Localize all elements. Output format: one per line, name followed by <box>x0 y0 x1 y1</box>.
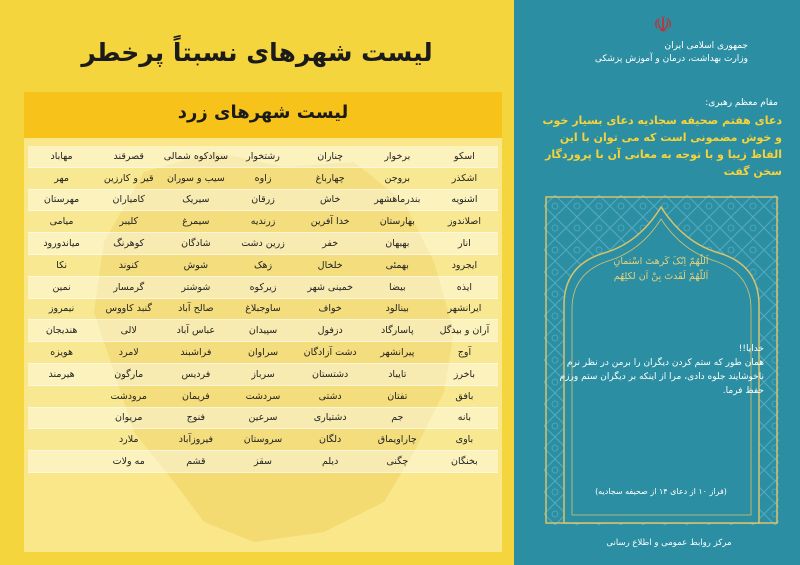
city-cell: فردیس <box>162 363 229 385</box>
city-cell: اسکو <box>431 146 498 167</box>
city-cell: دشت آزادگان <box>297 342 364 364</box>
city-cell: جم <box>364 407 431 429</box>
city-cell: قیر و کارزین <box>95 167 162 189</box>
city-cell: شادگان <box>162 233 229 255</box>
city-cell: هندیجان <box>28 320 95 342</box>
city-cell: مرودشت <box>95 385 162 407</box>
city-cell: خمینی شهر <box>297 276 364 298</box>
city-cell: زهک <box>229 254 296 276</box>
table-row <box>28 146 498 167</box>
city-cell: برخوار <box>364 146 431 167</box>
city-cell: سردشت <box>229 385 296 407</box>
page-title: لیست شهرهای نسبتاً پرخطر <box>81 38 433 67</box>
city-cell: فیروزآباد <box>162 429 229 451</box>
city-cell: نمین <box>28 276 95 298</box>
table-row <box>28 298 498 320</box>
prayer-source: (فراز ۱۰ از دعای ۱۴ از صحیفه سجادیه) <box>595 487 727 496</box>
arabic-prayer <box>566 254 756 284</box>
leader-quote: دعای هفتم صحیفه سجادیه دعای بسیار خوب و خوش مضمونی است که می توان با این الفاظ زیبا و با توجه به معانی آن با پروردگار سخن گفت <box>542 114 782 178</box>
city-cell: دزفول <box>297 320 364 342</box>
prayer-text: همان طور که ستم کردن دیگران را برمن در نظر نرم ناخوشایند جلوه دادی، مرا از اینکه بر دیگران ستم ورزم حفظ فرما. <box>559 358 764 396</box>
city-cell: هیرمند <box>28 363 95 385</box>
city-cell: آوج <box>431 342 498 364</box>
city-cell: سپیدان <box>229 320 296 342</box>
city-table <box>28 146 498 473</box>
city-cell: گنبد کاووس <box>95 298 162 320</box>
city-cell: تایباد <box>364 363 431 385</box>
city-cell: پیرانشهر <box>364 342 431 364</box>
city-cell: مه ولات <box>95 451 162 473</box>
city-cell: بخنگان <box>431 451 498 473</box>
city-cell: رشتخوار <box>229 146 296 167</box>
city-cell: اشنویه <box>431 189 498 211</box>
gov-line-2: وزارت بهداشت، درمان و آموزش پزشکی <box>594 54 748 64</box>
city-cell: دلگان <box>297 429 364 451</box>
city-cell: انار <box>431 233 498 255</box>
city-cell: سقز <box>229 451 296 473</box>
city-cell: بهبهان <box>364 233 431 255</box>
city-cell: باخرز <box>431 363 498 385</box>
city-cell: چگنی <box>364 451 431 473</box>
city-cell: شوش <box>162 254 229 276</box>
city-cell: زاوه <box>229 167 296 189</box>
city-cell: اشکذر <box>431 167 498 189</box>
city-cell: میامی <box>28 211 95 233</box>
city-cell: کنوند <box>95 254 162 276</box>
city-cell: چناران <box>297 146 364 167</box>
table-row <box>28 211 498 233</box>
leader-label: مقام معظم رهبری: <box>705 98 778 108</box>
persian-prayer <box>558 342 764 398</box>
city-cell: خلخال <box>297 254 364 276</box>
city-cell: بهارستان <box>364 211 431 233</box>
city-cell: ایرانشهر <box>431 298 498 320</box>
city-cell: خواف <box>297 298 364 320</box>
city-cell: اصلاندوز <box>431 211 498 233</box>
table-row <box>28 276 498 298</box>
table-row <box>28 320 498 342</box>
table-row <box>28 342 498 364</box>
city-cell <box>28 407 95 429</box>
city-cell: لالی <box>95 320 162 342</box>
city-cell: دیلم <box>297 451 364 473</box>
city-cell: صالح آباد <box>162 298 229 320</box>
table-row <box>28 451 498 473</box>
city-cell: ملارد <box>95 429 162 451</box>
city-cell: سیب و سوران <box>162 167 229 189</box>
table-row <box>28 233 498 255</box>
city-cell: کلیبر <box>95 211 162 233</box>
city-cell: مارگون <box>95 363 162 385</box>
city-cell: خفر <box>297 233 364 255</box>
city-cell: دشتیاری <box>297 407 364 429</box>
city-cell: بندرماهشهر <box>364 189 431 211</box>
city-cell: هویزه <box>28 342 95 364</box>
city-cell: مریوان <box>95 407 162 429</box>
city-cell <box>28 385 95 407</box>
city-cell: عباس آباد <box>162 320 229 342</box>
table-row <box>28 363 498 385</box>
city-list-board <box>24 92 502 552</box>
city-cell: سیریک <box>162 189 229 211</box>
city-cell: مهاباد <box>28 146 95 167</box>
city-cell: سراوان <box>229 342 296 364</box>
city-cell: ایجرود <box>431 254 498 276</box>
city-cell: مهرستان <box>28 189 95 211</box>
city-cell: بینالود <box>364 298 431 320</box>
table-row <box>28 407 498 429</box>
table-row <box>28 254 498 276</box>
city-cell: خاش <box>297 189 364 211</box>
board-title: لیست شهرهای زرد <box>177 102 349 123</box>
city-cell: شوشتر <box>162 276 229 298</box>
city-cell: نکا <box>28 254 95 276</box>
ministry-prayer-panel <box>514 0 800 565</box>
table-row <box>28 167 498 189</box>
city-cell: بانه <box>431 407 498 429</box>
city-cell: بافق <box>431 385 498 407</box>
city-cell: زیرکوه <box>229 276 296 298</box>
city-cell: ایذه <box>431 276 498 298</box>
city-cell: زرین دشت <box>229 233 296 255</box>
city-cell: قصرقند <box>95 146 162 167</box>
prayer-title: خدایا!! <box>738 344 764 354</box>
gov-line-1: جمهوری اسلامی ایران <box>664 41 748 51</box>
city-cell: سرباز <box>229 363 296 385</box>
city-cell: سیمرغ <box>162 211 229 233</box>
ministry-heading <box>548 40 748 66</box>
city-cell: پاسارگاد <box>364 320 431 342</box>
city-cell: دشتی <box>297 385 364 407</box>
city-cell: دشتستان <box>297 363 364 385</box>
city-cell: زرقان <box>229 189 296 211</box>
city-cell: قشم <box>162 451 229 473</box>
table-row <box>28 189 498 211</box>
city-cell: باوی <box>431 429 498 451</box>
city-cell: آران و بیدگل <box>431 320 498 342</box>
city-cell: چاراویماق <box>364 429 431 451</box>
city-cell: چهارباغ <box>297 167 364 189</box>
city-cell: بروجن <box>364 167 431 189</box>
city-cell: سروستان <box>229 429 296 451</box>
signature: مرکز روابط عمومی و اطلاع رسانی <box>606 538 732 548</box>
table-row <box>28 429 498 451</box>
city-cell: بهمئی <box>364 254 431 276</box>
city-cell: گرمسار <box>95 276 162 298</box>
table-row <box>28 385 498 407</box>
city-cell <box>28 429 95 451</box>
iran-emblem-icon: ☫ <box>653 13 673 38</box>
city-cell: ساوجبلاغ <box>229 298 296 320</box>
city-cell: کوهرنگ <box>95 233 162 255</box>
city-cell <box>28 451 95 473</box>
arabic-line-2: اَللّهُمّ لَقَدتَ بِنْ اَن لکلِهُم <box>613 271 709 282</box>
city-cell: کامیاران <box>95 189 162 211</box>
city-cell: نیمروز <box>28 298 95 320</box>
city-cell: خدا آفرین <box>297 211 364 233</box>
city-cell: فریمان <box>162 385 229 407</box>
city-cell: مهر <box>28 167 95 189</box>
city-cell: سوادکوه شمالی <box>162 146 229 167</box>
city-cell: زرندیه <box>229 211 296 233</box>
arabic-line-1: اَللّهُمّ اِنّکَ کَرهتَ اسْتمانِ <box>613 256 709 267</box>
city-cell: سرعین <box>229 407 296 429</box>
city-cell: لامرد <box>95 342 162 364</box>
city-cell: فراشبند <box>162 342 229 364</box>
city-cell: فنوج <box>162 407 229 429</box>
city-cell: بیضا <box>364 276 431 298</box>
city-cell: تفتان <box>364 385 431 407</box>
city-cell: میاندورود <box>28 233 95 255</box>
